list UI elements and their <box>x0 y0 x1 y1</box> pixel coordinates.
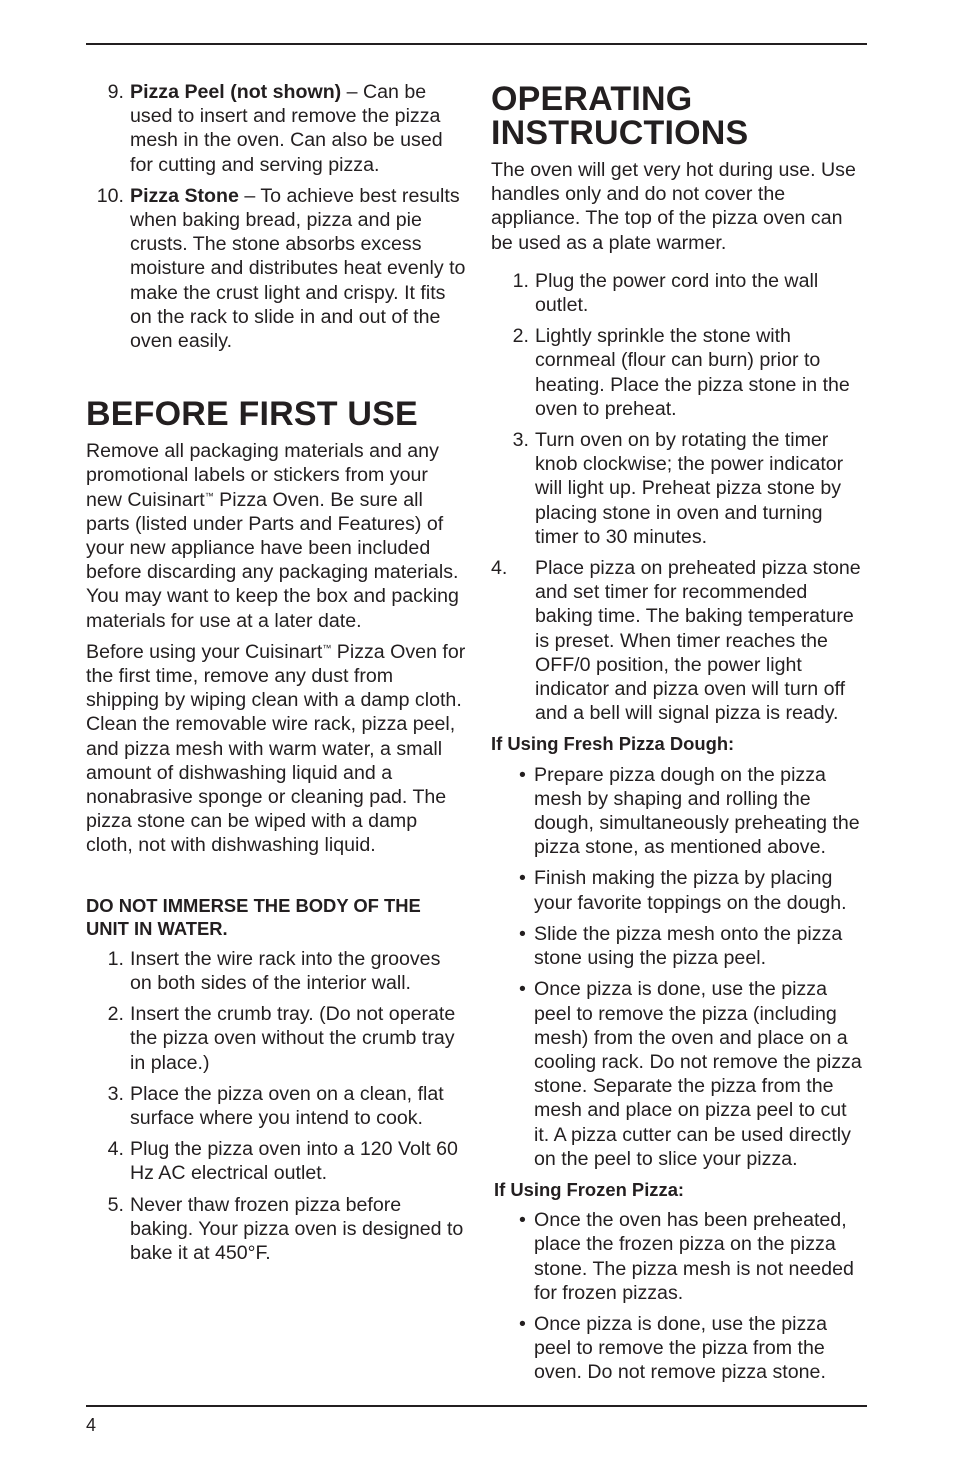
list-item <box>491 556 867 725</box>
item-number: 4. <box>107 1138 124 1161</box>
list-item <box>86 80 466 177</box>
list-item <box>491 428 867 549</box>
list-item <box>86 1193 466 1266</box>
bullet-mark: • <box>519 978 526 1001</box>
paragraph: Remove all packaging materials and any promotional labels or stickers from your new Cuisinart™ Pizza Oven. Be sure all parts (listed under Parts and Features) of your new appliance have been included before discarding any packaging materials. You may want to keep the box and packing materials for use at a later date. <box>86 440 459 632</box>
list-item <box>86 1002 466 1075</box>
bullet-item: • Finish making the pizza by placing your favorite toppings on the dough. <box>519 867 847 914</box>
item-text: – To achieve best results when baking bread, pizza and pie crusts. The stone absorbs excess moisture and distributes heat evenly to make the crust light and crispy. It fits on the rack to slide in and out of the oven easily. <box>130 184 466 353</box>
item-number: 1. <box>107 947 124 970</box>
item-text: Place the pizza oven on a clean, flat surface where you intend to cook. <box>130 1082 444 1129</box>
list-item <box>86 1137 466 1185</box>
item-text: Plug the pizza oven into a 120 Volt 60 Hz AC electrical outlet. <box>130 1138 458 1185</box>
item-number: 1. <box>512 269 529 292</box>
section-heading-before-first-use: BEFORE FIRST USE <box>86 395 418 434</box>
bullet-mark: • <box>519 1209 526 1232</box>
item-number: 3. <box>107 1082 124 1105</box>
item-text: Insert the crumb tray. (Do not operate the pizza oven without the crumb tray in place.) <box>130 1003 456 1074</box>
item-text: Plug the power cord into the wall outlet. <box>535 269 819 317</box>
trademark: ™ <box>204 490 214 501</box>
item-number: 9. <box>107 81 124 103</box>
left-column <box>86 80 466 1272</box>
top-rule <box>86 43 867 45</box>
bullet-mark: • <box>519 867 526 890</box>
warning-text: DO NOT IMMERSE THE BODY OF THE UNIT IN WATER. <box>86 894 421 940</box>
item-text: Turn oven on by rotating the timer knob clockwise; the power indicator will light up. Preheat pizza stone by placing stone in oven and turning timer to 30 minutes. <box>535 429 844 548</box>
list-item <box>86 184 466 353</box>
subheading-frozen-pizza: If Using Frozen Pizza: <box>494 1178 685 1200</box>
item-number: 4. <box>491 557 508 580</box>
item-text: Never thaw frozen pizza before baking. Your pizza oven is designed to bake it at 450°F. <box>130 1193 464 1264</box>
item-text: – Can be used to insert and remove the pizza mesh in the oven. Can also be used for cutting and serving pizza. <box>130 81 443 176</box>
bottom-rule <box>86 1405 867 1407</box>
page-number: 4 <box>86 1415 97 1435</box>
item-title: Pizza Stone <box>130 184 239 207</box>
frozen-pizza-list <box>491 1208 867 1384</box>
bullet-item: • Slide the pizza mesh onto the pizza stone using the pizza peel. <box>519 922 843 970</box>
operating-steps <box>491 269 867 726</box>
bullet-item: • Once the oven has been preheated, place the frozen pizza on the pizza stone. The pizza mesh is not needed for frozen pizzas. <box>519 1209 854 1304</box>
bullet-item: • Once pizza is done, use the pizza peel to remove the pizza from the oven. Do not remove pizza stone. <box>519 1312 827 1384</box>
item-text: Place pizza on preheated pizza stone and set timer for recommended baking time. The baking temperature is preset. When timer reaches the OFF/0 position, the power light indicator and pizza oven will turn off and a bell will signal pizza is ready. <box>535 557 861 725</box>
paragraph: Before using your Cuisinart™ Pizza Oven for the first time, remove any dust from shipping by wiping clean with a damp cloth. Clean the removable wire rack, pizza peel, and pizza mesh with warm water, a small amount of dishwashing liquid and a nonabrasive sponge or cleaning pad. The pizza stone can be wiped with a damp cloth, not with dishwashing liquid. <box>86 640 466 857</box>
setup-steps <box>86 947 466 1265</box>
fresh-dough-list <box>491 763 867 1171</box>
item-number: 10. <box>96 184 124 207</box>
section-heading-operating-instructions: OPERATING INSTRUCTIONS <box>491 80 749 152</box>
trademark: ™ <box>322 642 332 653</box>
bullet-item: • Prepare pizza dough on the pizza mesh by shaping and rolling the dough, simultaneously preheating the pizza stone, as mentioned above. <box>519 763 860 859</box>
bullet-mark: • <box>519 1312 526 1335</box>
bullet-item: • Once pizza is done, use the pizza peel to remove the pizza (including mesh) from the oven and place on a cooling rack. Do not remove the pizza stone. Separate the pizza from the mesh and place on pizza peel to cut it. A pizza cutter can be used directly on the peel to slice your pizza. <box>519 978 862 1170</box>
subheading-fresh-dough: If Using Fresh Pizza Dough: <box>491 733 735 755</box>
item-text: Lightly sprinkle the stone with cornmeal (flour can burn) prior to heating. Place the pizza stone in the oven to preheat. <box>535 325 850 420</box>
paragraph: The oven will get very hot during use. Use handles only and do not cover the appliance. The top of the pizza oven can be used as a plate warmer. <box>491 159 856 254</box>
bullet-mark: • <box>519 922 526 945</box>
item-number: 2. <box>107 1003 124 1026</box>
item-number: 5. <box>107 1193 124 1216</box>
list-item <box>491 324 867 421</box>
item-number: 2. <box>512 325 529 348</box>
right-column <box>491 82 867 1392</box>
item-number: 3. <box>512 429 529 452</box>
list-item <box>86 947 466 995</box>
item-text: Insert the wire rack into the grooves on both sides of the interior wall. <box>130 947 441 994</box>
item-title: Pizza Peel (not shown) <box>130 81 342 103</box>
list-item <box>86 1082 466 1130</box>
parts-list <box>86 80 466 353</box>
list-item <box>491 269 867 317</box>
bullet-mark: • <box>519 763 526 786</box>
